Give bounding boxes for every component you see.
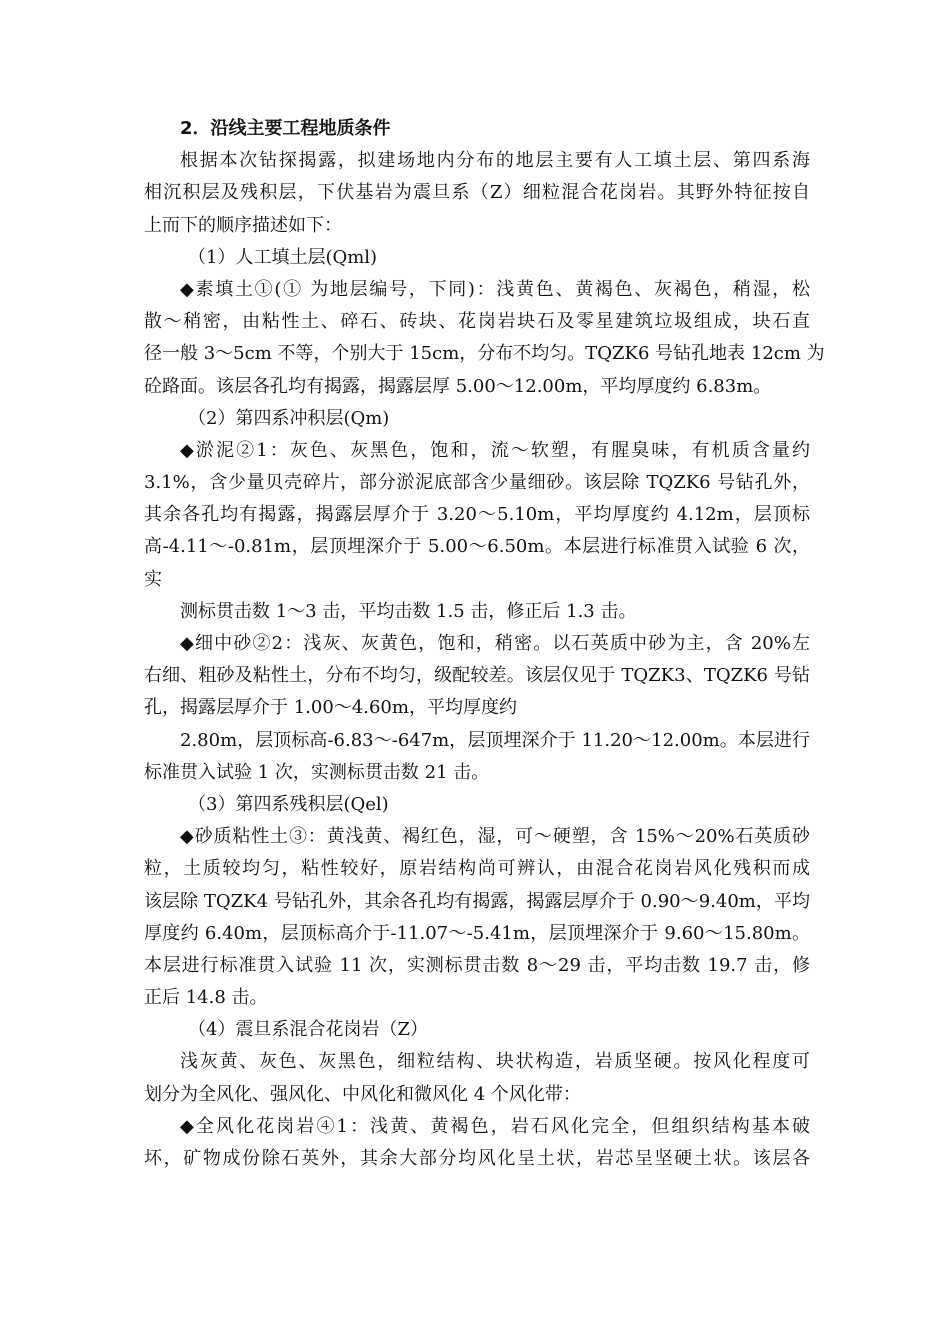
paragraph-line: 划分为全风化、强风化、中风化和微风化 4 个风化带： — [144, 1083, 581, 1105]
subsection-heading: （2）第四系冲积层(Qm) — [188, 407, 390, 429]
paragraph-line: 孔，揭露层厚介于 1.00～4.60m，平均厚度约 — [144, 697, 517, 719]
section-heading: 2．沿线主要工程地质条件 — [180, 118, 391, 139]
paragraph-line: 根据本次钻探揭露，拟建场地内分布的地层主要有人工填土层、第四系海 — [180, 150, 810, 172]
paragraph-line: 径一般 3～5cm 不等，个别大于 15cm，分布不均匀。TQZK6 号钻孔地表 12cm 为 — [144, 343, 825, 365]
document-body — [144, 113, 825, 1175]
paragraph-line: 厚度约 6.40m，层顶标高介于-11.07～-5.41m，层顶埋深介于 9.60～15.80m。 — [144, 922, 810, 944]
paragraph-line: 相沉积层及残积层，下伏基岩为震旦系（Z）细粒混合花岗岩。其野外特征按自 — [144, 182, 810, 204]
paragraph-line: ◆素填土①(① 为地层编号，下同)：浅黄色、黄褐色、灰褐色，稍湿，松 — [180, 278, 810, 300]
subsection-heading: （1）人工填土层(Qml) — [188, 246, 378, 268]
paragraph-line: 砼路面。该层各孔均有揭露，揭露层厚 5.00～12.00m，平均厚度约 6.83m。 — [144, 375, 772, 397]
paragraph-line: 测标贯击数 1～3 击，平均击数 1.5 击，修正后 1.3 击。 — [180, 600, 637, 622]
paragraph-line: 其余各孔均有揭露，揭露层厚介于 3.20～5.10m，平均厚度约 4.12m，层顶标 — [144, 504, 810, 526]
paragraph-line: 粒，土质较均匀，粘性较好，原岩结构尚可辨认，由混合花岗岩风化残积而成 — [144, 858, 810, 880]
paragraph-line: 2.80m，层顶标高-6.83～-647m，层顶埋深介于 11.20～12.00m。本层进行 — [180, 729, 810, 751]
paragraph-line: 标准贯入试验 1 次，实测标贯击数 21 击。 — [144, 761, 490, 783]
subsection-heading: （3）第四系残积层(Qel) — [188, 793, 389, 815]
paragraph-line: ◆砂质粘性土③：黄浅黄、褐红色，湿，可～硬塑，含 15%～20%石英质砂 — [180, 826, 810, 848]
paragraph-line: 浅灰黄、灰色、灰黑色，细粒结构、块状构造，岩质坚硬。按风化程度可 — [180, 1051, 810, 1073]
paragraph-line: 3.1%，含少量贝壳碎片，部分淤泥底部含少量细砂。该层除 TQZK6 号钻孔外， — [144, 472, 810, 494]
paragraph-line: 散～稍密，由粘性土、碎石、砖块、花岗岩块石及零星建筑垃圾组成，块石直 — [144, 311, 810, 333]
paragraph-line: 本层进行标准贯入试验 11 次，实测标贯击数 8～29 击，平均击数 19.7 击，修 — [144, 954, 810, 976]
paragraph-line: 正后 14.8 击。 — [144, 987, 268, 1009]
paragraph-line: 实 — [144, 568, 162, 590]
paragraph-line: 高-4.11～-0.81m，层顶埋深介于 5.00～6.50m。本层进行标准贯入试验 6 次， — [144, 536, 810, 558]
paragraph-line: ◆细中砂②2：浅灰、灰黄色，饱和，稍密。以石英质中砂为主，含 20%左 — [180, 633, 810, 654]
paragraph-line: ◆淤泥②1：灰色、灰黑色，饱和，流～软塑，有腥臭味，有机质含量约 — [180, 439, 810, 461]
paragraph-line: 右细、粗砂及粘性土，分布不均匀，级配较差。该层仅见于 TQZK3、TQZK6 号钻 — [144, 665, 810, 687]
paragraph-line: 该层除 TQZK4 号钻孔外，其余各孔均有揭露，揭露层厚介于 0.90～9.40m，平均 — [144, 890, 810, 912]
paragraph-line: 坏，矿物成份除石英外，其余大部分均风化呈土状，岩芯呈坚硬土状。该层各 — [144, 1148, 810, 1169]
subsection-heading: （4）震旦系混合花岗岩（Z） — [188, 1019, 428, 1041]
paragraph-line: ◆全风化花岗岩④1：浅黄、黄褐色，岩石风化完全，但组织结构基本破 — [180, 1115, 810, 1137]
paragraph-line: 上而下的顺序描述如下： — [144, 214, 342, 236]
